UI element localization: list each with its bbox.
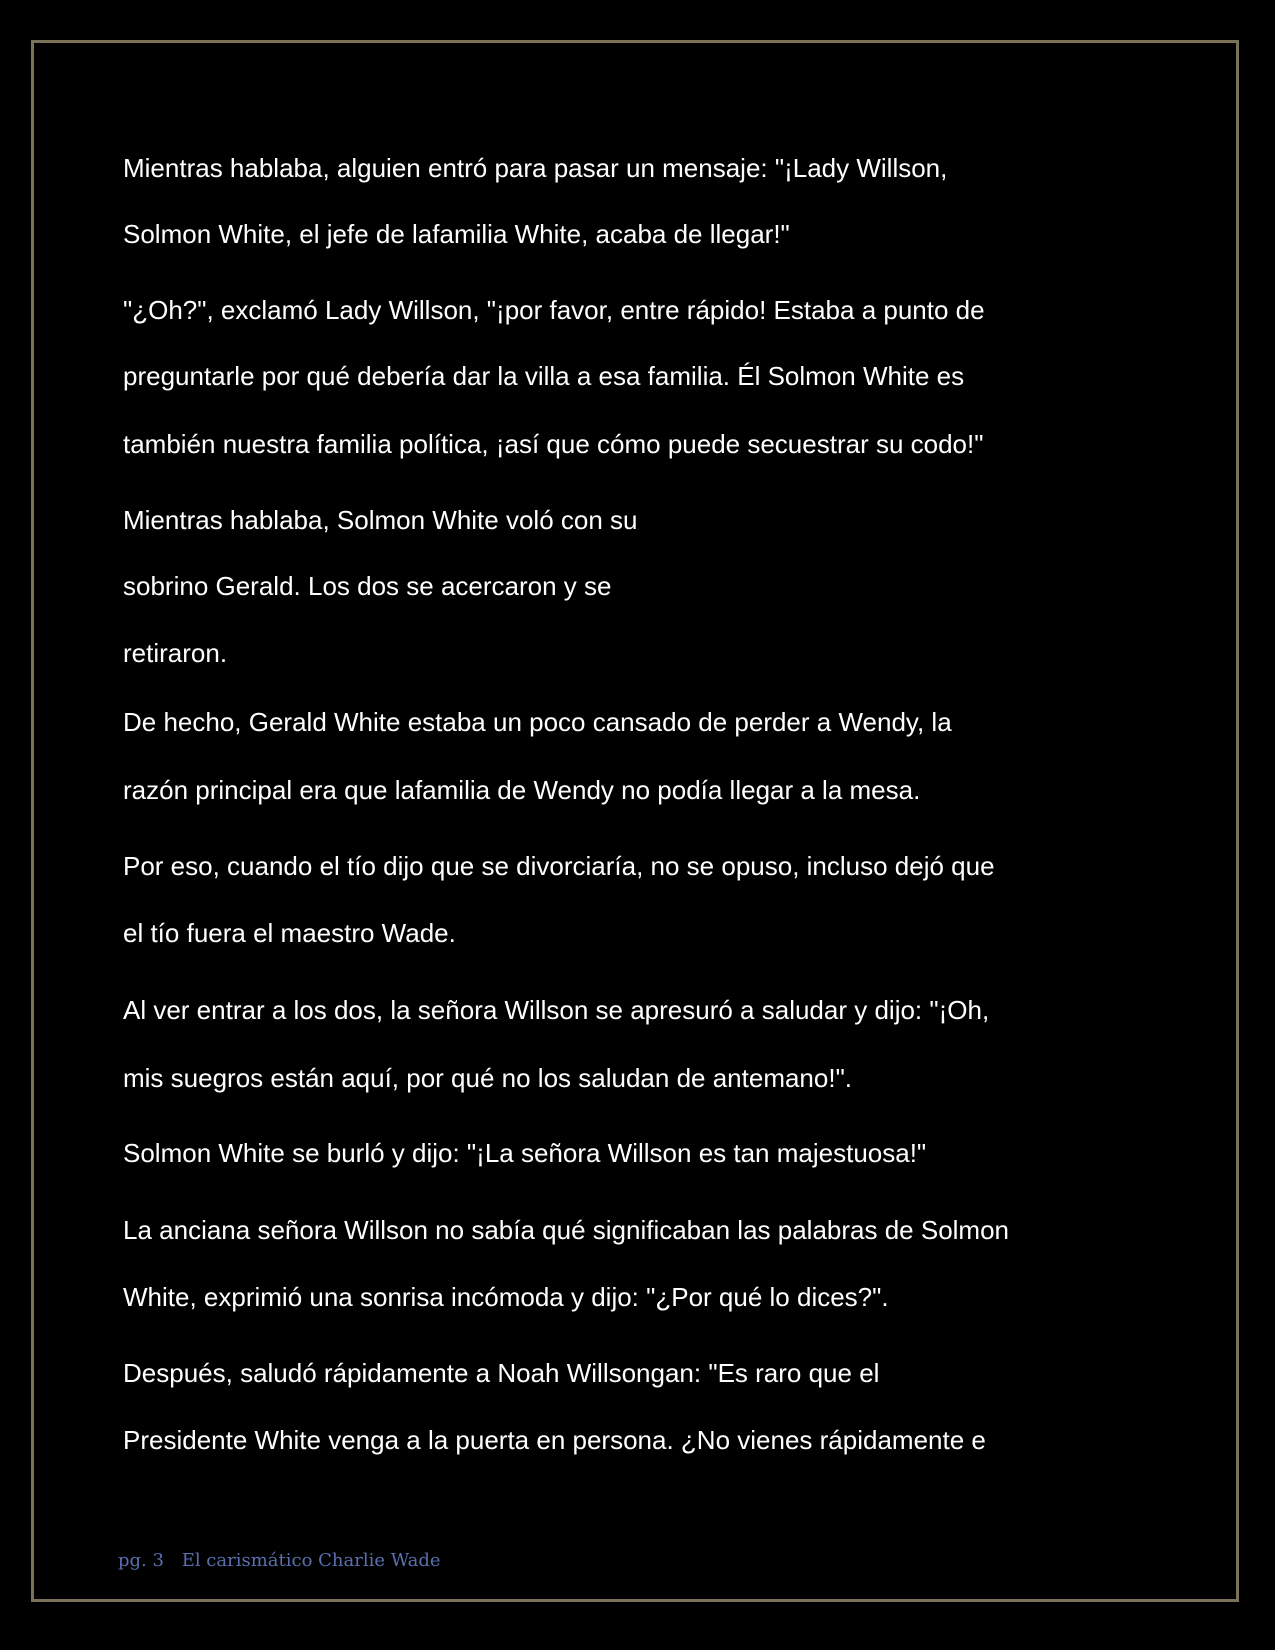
text-line: De hecho, Gerald White estaba un poco cansado de perder a Wendy, la xyxy=(123,707,952,737)
text-line: Presidente White venga a la puerta en persona. ¿No vienes rápidamente e xyxy=(123,1425,986,1455)
text-line: también nuestra familia política, ¡así que cómo puede secuestrar su codo!" xyxy=(123,429,984,459)
text-line: Al ver entrar a los dos, la señora Willson se apresuró a saludar y dijo: "¡Oh, xyxy=(123,995,990,1025)
text-line: La anciana señora Willson no sabía qué significaban las palabras de Solmon xyxy=(123,1215,1010,1245)
page-number: pg. 3 xyxy=(118,1550,164,1571)
text-line: Solmon White, el jefe de lafamilia White, acaba de llegar!" xyxy=(123,219,790,249)
text-line: Solmon White se burló y dijo: "¡La señora Willson es tan majestuosa!" xyxy=(123,1138,927,1168)
text-line: retiraron. xyxy=(123,638,228,668)
text-line: el tío fuera el maestro Wade. xyxy=(123,918,456,948)
text-line: White, exprimió una sonrisa incómoda y dijo: "¿Por qué lo dices?". xyxy=(123,1282,889,1312)
book-title: El carismático Charlie Wade xyxy=(181,1550,441,1571)
text-line: Mientras hablaba, Solmon White voló con su xyxy=(123,505,638,535)
text-line: Mientras hablaba, alguien entró para pasar un mensaje: "¡Lady Willson, xyxy=(123,153,948,183)
text-line: "¿Oh?", exclamó Lady Willson, "¡por favor, entre rápido! Estaba a punto de xyxy=(123,295,985,325)
text-line: mis suegros están aquí, por qué no los saludan de antemano!". xyxy=(123,1063,853,1093)
text-line: razón principal era que lafamilia de Wendy no podía llegar a la mesa. xyxy=(123,775,921,805)
text-line: Después, saludó rápidamente a Noah Willsongan: "Es raro que el xyxy=(123,1358,880,1388)
text-line: sobrino Gerald. Los dos se acercaron y se xyxy=(123,571,612,601)
text-line: preguntarle por qué debería dar la villa a esa familia. Él Solmon White es xyxy=(123,361,965,391)
text-line: Por eso, cuando el tío dijo que se divorciaría, no se opuso, incluso dejó que xyxy=(123,851,995,881)
page-footer xyxy=(118,1550,441,1572)
